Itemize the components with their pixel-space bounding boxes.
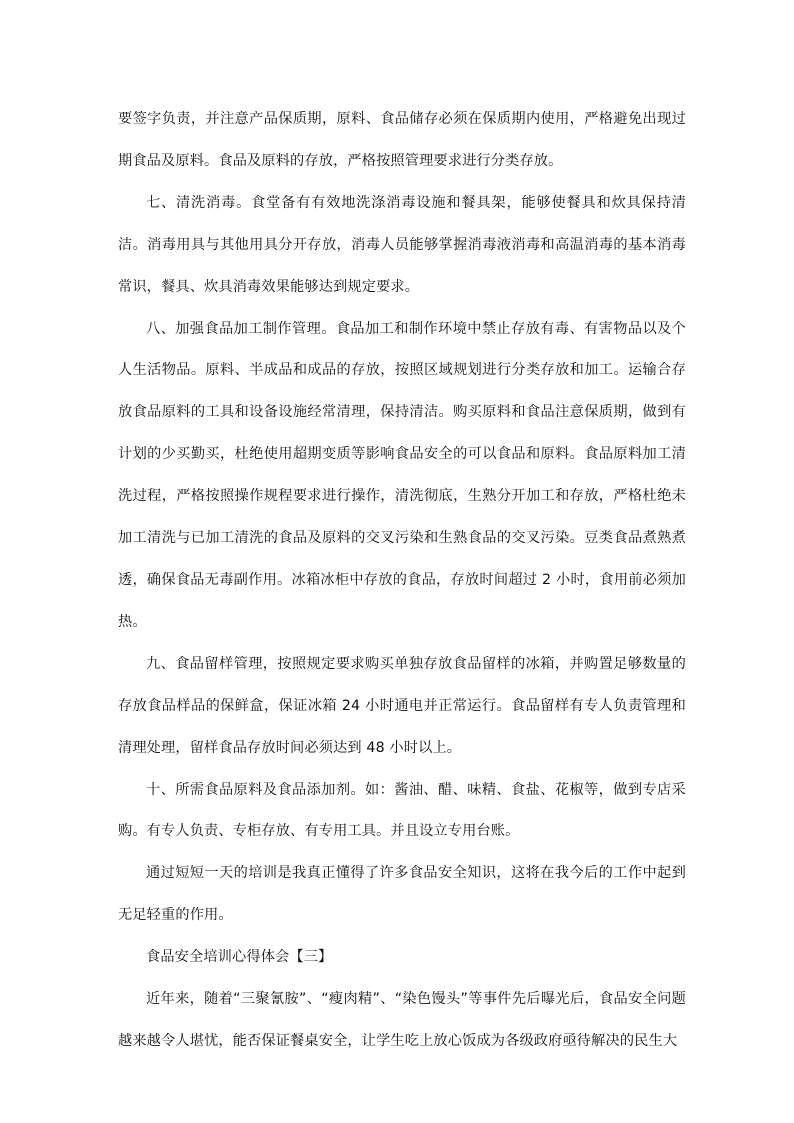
paragraph-raw-materials-additives: 十、所需食品原料及食品添加剂。如：酱油、醋、味精、食盐、花椒等，做到专店采购。有专人负责、专柜存放、有专用工具。并且设立专用台账。 bbox=[118, 781, 686, 840]
document-body bbox=[118, 99, 686, 1063]
paragraph-cleaning-disinfection: 七、清洗消毒。食堂备有有效地洗涤消毒设施和餐具架，能够使餐具和炊具保持清洁。消毒用具与其他用具分开存放，消毒人员能够掌握消毒液消毒和高温消毒的基本消毒常识，餐具、炊具消毒效果能够达到规定要求。 bbox=[118, 194, 686, 295]
paragraph-food-storage-end: 要签字负责，并注意产品保质期，原料、食品储存必须在保质期内使用，严格避免出现过期食品及原料。食品及原料的存放，严格按照管理要求进行分类存放。 bbox=[118, 111, 686, 169]
paragraph-food-sample-retention: 九、食品留样管理，按照规定要求购买单独存放食品留样的冰箱，并购置足够数量的存放食品样品的保鲜盒，保证冰箱 24 小时通电并正常运行。食品留样有专人负责管理和清理处理，留样食品存放时间必须达到 48 小时以上。 bbox=[118, 655, 686, 756]
paragraph-food-processing-management: 八、加强食品加工制作管理。食品加工和制作环境中禁止存放有毒、有害物品以及个人生活物品。原料、半成品和成品的存放，按照区域规划进行分类存放和加工。运输合存放食品原料的工具和设备设施经常清理，保持清洁。购买原料和食品注意保质期，做到有计划的少买勤买，杜绝使用超期变质等影响食品安全的可以食品和原料。食品原料加工清洗过程，严格按照操作规程要求进行操作，清洗彻底，生熟分开加工和存放，严格杜绝未加工清洗与已加工清洗的食品及原料的交叉污染和生熟食品的交叉污染。豆类食品煮熟煮透，确保食品无毒副作用。冰箱冰柜中存放的食品，存放时间超过 2 小时，食用前必须加热。 bbox=[118, 320, 686, 630]
paragraph-intro-three: 近年来，随着“三聚氰胺”、“瘦肉精”、“染色馒头”等事件先后曝光后，食品安全问题越来越令人堪忧，能否保证餐桌安全，让学生吃上放心饭成为各级政府亟待解决的民生大 bbox=[118, 991, 686, 1049]
section-heading-three: 食品安全培训心得体会【三】 bbox=[146, 949, 333, 966]
paragraph-training-conclusion: 通过短短一天的培训是我真正懂得了许多食品安全知识，这将在我今后的工作中起到无足轻重的作用。 bbox=[118, 865, 686, 924]
